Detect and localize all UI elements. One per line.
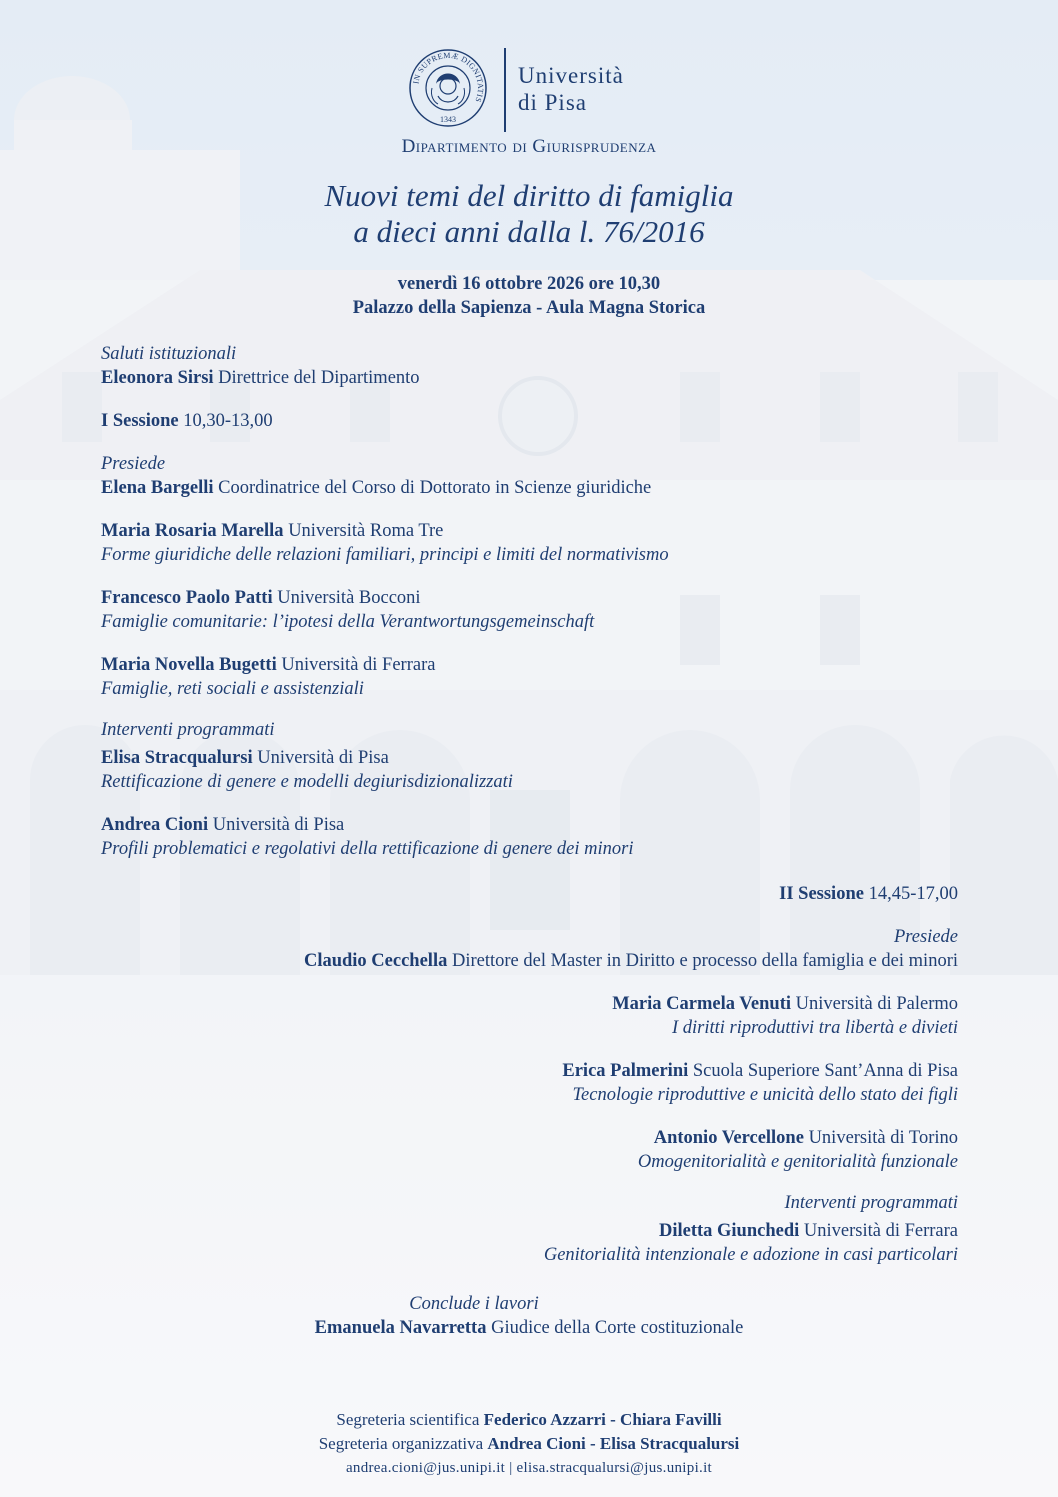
event-title-line2: a dieci anni dalla l. 76/2016 [353, 214, 705, 249]
speaker-role: Direttrice del Dipartimento [213, 368, 420, 388]
seal-ring-text: IN SUPREMÆ DIGNITATIS [411, 50, 486, 104]
secretariat-label: Segreteria scientifica [336, 1410, 484, 1429]
university-logo [408, 48, 668, 134]
welcome-label: Saluti istituzionali [101, 344, 237, 364]
session-time: 10,30-13,00 [178, 411, 273, 431]
event-title [0, 178, 1058, 250]
chair-label: Presiede [101, 454, 166, 474]
talk-speaker [101, 519, 821, 543]
speaker-affiliation: Università Roma Tre [283, 521, 444, 541]
programmed-interventions-label: Interventi programmati [784, 1193, 958, 1213]
talk-topic: Omogenitorialità e genitorialità funzionale [637, 1152, 958, 1172]
talk-topic: Profili problematici e regolativi della rettificazione di genere dei minori [101, 839, 634, 859]
speaker-affiliation: Università di Palermo [791, 994, 958, 1014]
talk-topic: Genitorialità intenzionale e adozione in casi particolari [543, 1245, 958, 1265]
speaker-name: Maria Carmela Venuti [612, 994, 792, 1014]
session-label: I Sessione [101, 411, 179, 431]
secretariat-label: Segreteria organizzativa [318, 1434, 488, 1453]
scientific-secretariat [0, 1408, 1058, 1432]
speaker-role: Direttore del Master in Diritto e processo della famiglia e dei minori [447, 951, 958, 971]
talk-speaker [138, 992, 958, 1016]
university-name-line1: Università [518, 63, 624, 88]
secretariat-names: Federico Azzarri - Chiara Favilli [483, 1410, 722, 1429]
session-2-heading [138, 882, 958, 906]
speaker-name: Diletta Giunchedi [658, 1221, 800, 1241]
talk-speaker [101, 813, 821, 837]
event-venue: Palazzo della Sapienza - Aula Magna Storica [352, 298, 706, 318]
organizing-secretariat [0, 1432, 1058, 1456]
speaker-name: Maria Novella Bugetti [101, 655, 277, 675]
talk-speaker [101, 586, 821, 610]
closing-remarks [0, 1292, 1058, 1340]
session-1-heading [101, 409, 821, 433]
speaker-name: Claudio Cecchella [303, 951, 448, 971]
seal-year: 1343 [440, 115, 456, 124]
talk-speaker [138, 1059, 958, 1083]
talk-topic: Rettificazione di genere e modelli degiurisdizionalizzati [101, 772, 513, 792]
speaker-name: Antonio Vercellone [653, 1128, 804, 1148]
chair-speaker [101, 476, 821, 500]
event-when-where [0, 272, 1058, 320]
welcome-speaker [101, 366, 821, 390]
speaker-affiliation: Università di Torino [803, 1128, 958, 1148]
speaker-name: Eleonora Sirsi [101, 368, 214, 388]
talk-speaker [101, 746, 821, 770]
talk-topic: I diritti riproduttivi tra libertà e divieti [671, 1018, 958, 1038]
organizers-footer [0, 1408, 1058, 1480]
talk-speaker [138, 1219, 958, 1243]
chair-label: Presiede [893, 927, 958, 947]
speaker-affiliation: Università di Ferrara [799, 1221, 958, 1241]
speaker-name: Emanuela Navarretta [314, 1318, 487, 1338]
talk-topic: Famiglie comunitarie: l’ipotesi della Verantwortungsgemeinschaft [101, 612, 595, 632]
chair-speaker [138, 949, 958, 973]
talk-topic: Tecnologie riproduttive e unicità dello stato dei figli [572, 1085, 958, 1105]
event-title-line1: Nuovi temi del diritto di famiglia [324, 178, 734, 213]
talk-speaker [138, 1126, 958, 1150]
speaker-affiliation: Università Bocconi [272, 588, 421, 608]
speaker-name: Elena Bargelli [101, 478, 214, 498]
speaker-name: Francesco Paolo Patti [101, 588, 273, 608]
university-name [518, 62, 624, 116]
talk-speaker [101, 653, 821, 677]
session-time: 14,45-17,00 [863, 884, 958, 904]
speaker-affiliation: Università di Ferrara [276, 655, 436, 675]
program-session-2 [138, 882, 958, 1267]
event-date-time: venerdì 16 ottobre 2026 ore 10,30 [397, 274, 661, 294]
university-seal-icon [408, 48, 488, 128]
talk-topic: Forme giuridiche delle relazioni familiari, principi e limiti del normativismo [101, 545, 669, 565]
closing-speaker [0, 1316, 1058, 1340]
session-label: II Sessione [779, 884, 864, 904]
speaker-name: Andrea Cioni [101, 815, 209, 835]
university-name-line2: di Pisa [518, 90, 587, 115]
program-session-1 [101, 342, 821, 861]
speaker-affiliation: Università di Pisa [208, 815, 345, 835]
talk-topic: Famiglie, reti sociali e assistenziali [101, 679, 364, 699]
programmed-interventions-label: Interventi programmati [101, 720, 275, 740]
speaker-role: Coordinatrice del Corso di Dottorato in Scienze giuridiche [213, 478, 652, 498]
speaker-affiliation: Scuola Superiore Sant’Anna di Pisa [688, 1061, 958, 1081]
department-name: Dipartimento di Giurisprudenza [401, 136, 657, 157]
speaker-role: Giudice della Corte costituzionale [486, 1318, 744, 1338]
closing-label: Conclude i lavori [409, 1294, 539, 1314]
contact-emails: andrea.cioni@jus.unipi.it | elisa.stracqualursi@jus.unipi.it [345, 1460, 713, 1476]
speaker-name: Erica Palmerini [562, 1061, 689, 1081]
speaker-name: Maria Rosaria Marella [101, 521, 284, 541]
speaker-affiliation: Università di Pisa [252, 748, 389, 768]
secretariat-names: Andrea Cioni - Elisa Stracqualursi [487, 1434, 740, 1453]
speaker-name: Elisa Stracqualursi [101, 748, 253, 768]
logo-divider [504, 48, 506, 132]
